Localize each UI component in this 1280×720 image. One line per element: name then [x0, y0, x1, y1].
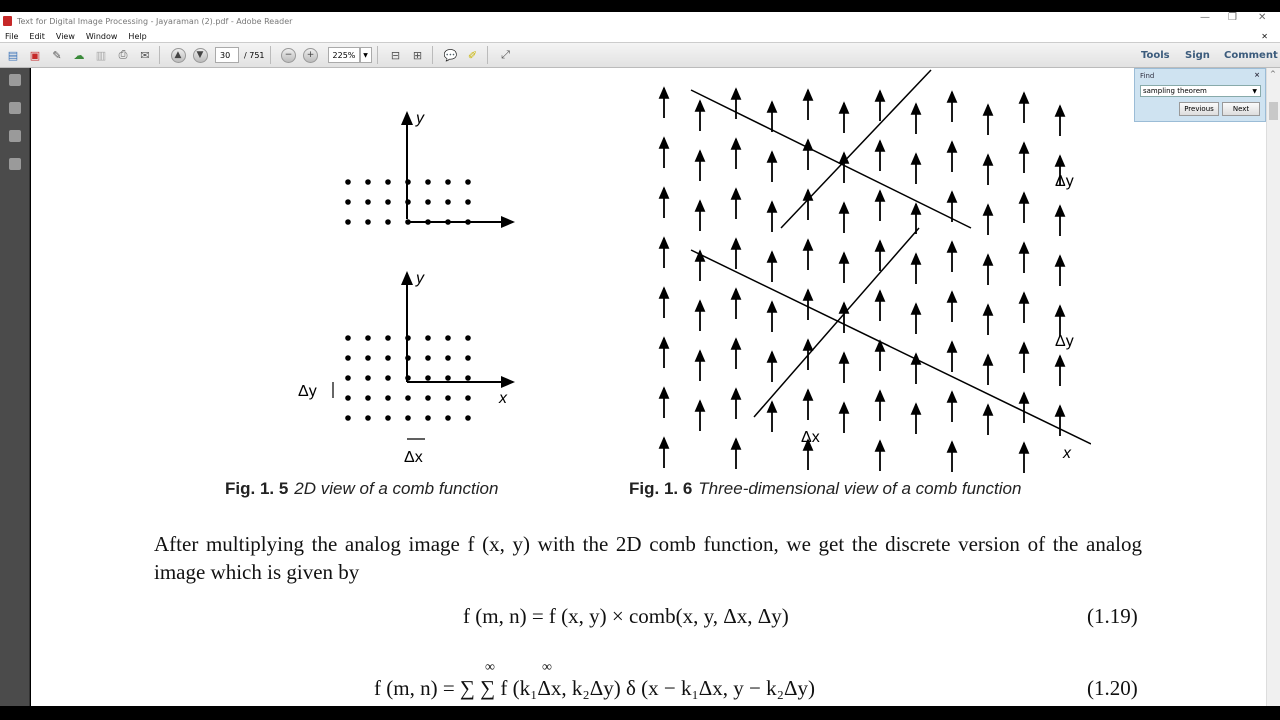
comb-dot: [365, 179, 371, 185]
comb-dot: [425, 355, 431, 361]
comb-dot: [445, 219, 451, 225]
comb-dot: [465, 395, 471, 401]
fig-1-6-caption: Fig. 1. 6 Three-dimensional view of a comb function: [629, 479, 1022, 498]
fit-width-icon[interactable]: ⊞: [412, 48, 423, 62]
comb-dot: [405, 355, 411, 361]
page-thumbnails-icon[interactable]: [9, 74, 21, 86]
sum-upper-limit-1: ∞: [485, 660, 495, 675]
cloud-upload-icon[interactable]: ☁: [73, 48, 85, 62]
comb-dot: [345, 199, 351, 205]
y-axis-label: y: [416, 110, 424, 127]
toolbar: [0, 42, 1280, 68]
comb-dot: [465, 219, 471, 225]
comb-dot: [425, 415, 431, 421]
sum-upper-limit-2: ∞: [542, 660, 552, 675]
comb-dot: [445, 395, 451, 401]
next-page-button[interactable]: ▼: [191, 46, 209, 64]
menu-file[interactable]: File: [5, 31, 19, 41]
sticky-note-icon[interactable]: 💬: [443, 48, 458, 62]
comb-dot: [385, 355, 391, 361]
comb-dot: [465, 355, 471, 361]
menu-view[interactable]: View: [55, 31, 75, 41]
document-page: [31, 68, 1266, 706]
find-next-button[interactable]: Next: [1222, 102, 1260, 116]
navigation-pane: [0, 68, 30, 706]
x-axis-label: x: [1063, 445, 1071, 462]
scroll-up-icon: ^: [1270, 70, 1276, 78]
comb-dot: [365, 199, 371, 205]
delta-y-label: Δy: [298, 383, 317, 400]
x-axis: [691, 250, 1091, 444]
comb-dot: [365, 219, 371, 225]
layers-icon[interactable]: [9, 158, 21, 170]
comb-dot: [405, 335, 411, 341]
zoom-in-button[interactable]: +: [302, 46, 320, 64]
comb-dot: [445, 375, 451, 381]
comb-dot: [345, 335, 351, 341]
comb-dot: [345, 179, 351, 185]
window-title: Text for Digital Image Processing - Jayaraman (2).pdf - Adobe Reader: [17, 16, 293, 26]
equation-1-19-number: (1.19): [1087, 604, 1138, 628]
comb-dot: [425, 335, 431, 341]
open-icon[interactable]: ▤: [7, 48, 19, 62]
minimize-button[interactable]: —: [1200, 12, 1210, 23]
comb-dot: [345, 375, 351, 381]
comb-dot: [445, 179, 451, 185]
menu-edit[interactable]: Edit: [29, 31, 45, 41]
comb-dot: [425, 375, 431, 381]
axis-line: [691, 90, 971, 228]
comb-dot: [405, 179, 411, 185]
comb-dot: [425, 179, 431, 185]
vertical-scrollbar[interactable]: [1266, 68, 1280, 706]
comb-dot: [445, 335, 451, 341]
comb-dot: [465, 375, 471, 381]
create-pdf-icon[interactable]: ▣: [29, 48, 41, 62]
comb-dot: [445, 199, 451, 205]
figure-1-5: [251, 98, 551, 498]
comb-dot: [445, 355, 451, 361]
comb-dot: [385, 415, 391, 421]
email-icon[interactable]: ✉: [140, 48, 150, 62]
save-icon[interactable]: ▥: [95, 48, 107, 62]
comb-dot: [465, 335, 471, 341]
comb-dot: [365, 415, 371, 421]
comb-dot: [365, 375, 371, 381]
find-previous-button[interactable]: Previous: [1179, 102, 1219, 116]
comb-dot: [365, 395, 371, 401]
figure-1-6: [621, 68, 1091, 478]
equation-1-20-number: (1.20): [1087, 676, 1138, 700]
comb-dot: [345, 395, 351, 401]
fit-page-icon[interactable]: ⊟: [390, 48, 401, 62]
y-axis-label: y: [416, 270, 424, 287]
page-number-input[interactable]: 30: [215, 47, 239, 63]
comb-dot: [425, 199, 431, 205]
fullscreen-icon[interactable]: ⤢: [501, 48, 510, 61]
comb-dot: [345, 415, 351, 421]
comb-dot: [385, 179, 391, 185]
page-total: / 751: [244, 50, 265, 60]
comb-dot: [385, 395, 391, 401]
find-close-icon[interactable]: ×: [1254, 71, 1260, 79]
menu-window[interactable]: Window: [85, 31, 118, 41]
comb-dot: [385, 375, 391, 381]
comb-dot: [405, 219, 411, 225]
comb-dot: [405, 415, 411, 421]
comb-dot: [385, 219, 391, 225]
find-panel: [1134, 68, 1266, 122]
comb-dot: [385, 335, 391, 341]
comb-dot: [465, 415, 471, 421]
restore-button[interactable]: ❐: [1228, 12, 1237, 23]
comb-dot: [345, 355, 351, 361]
equation-1-19: f (m, n) = f (x, y) × comb(x, y, Δx, Δy): [463, 604, 789, 628]
comb-dot: [445, 415, 451, 421]
zoom-out-button[interactable]: −: [280, 46, 298, 64]
comb-dot: [405, 199, 411, 205]
equation-1-20: f (m, n) = ∑ ∑ f (k₁Δx, k₂Δy) δ (x − k₁Δx, y − k₂Δy): [374, 676, 815, 700]
fig-1-5-caption: Fig. 1. 5 2D view of a comb function: [225, 479, 499, 498]
comb-dot: [365, 355, 371, 361]
x-axis-label: x: [499, 390, 507, 407]
axis-line: [754, 228, 919, 417]
comb-dot: [365, 335, 371, 341]
axis-line: [781, 70, 931, 228]
bookmarks-icon[interactable]: [9, 102, 21, 114]
close-document-icon[interactable]: ✕: [1261, 31, 1268, 41]
close-window-button[interactable]: ✕: [1258, 12, 1267, 23]
body-paragraph: After multiplying the analog image f (x, y) with the 2D comb function, we get the discrete version of the analog image which is given by: [154, 532, 1142, 584]
zoom-level-input[interactable]: 225%: [328, 47, 360, 63]
comb-dot: [425, 219, 431, 225]
comb-dot: [385, 199, 391, 205]
edit-icon[interactable]: ✎: [52, 48, 62, 62]
menu-help[interactable]: Help: [128, 31, 147, 41]
menu-bar: [0, 30, 1280, 42]
delta-x-label: Δx: [801, 429, 820, 446]
delta-y-label: Δy: [1055, 333, 1074, 350]
find-input[interactable]: sampling theorem ▼: [1140, 85, 1261, 97]
comb-dot: [465, 199, 471, 205]
delta-x-label: Δx: [404, 449, 423, 466]
previous-page-button[interactable]: ▲: [169, 46, 187, 64]
find-dropdown-icon: ▼: [1252, 88, 1257, 95]
find-label: Find: [1140, 72, 1155, 80]
comment-button[interactable]: Comment: [1224, 50, 1278, 61]
comb-dot: [425, 395, 431, 401]
comb-dot: [465, 179, 471, 185]
zoom-dropdown-icon[interactable]: ▼: [360, 47, 372, 63]
title-bar: [0, 12, 1280, 30]
highlight-icon[interactable]: ✐: [467, 48, 478, 62]
scrollbar-thumb[interactable]: [1269, 102, 1278, 120]
signatures-icon[interactable]: [9, 130, 21, 142]
comb-dot: [405, 395, 411, 401]
comb-dot: [345, 219, 351, 225]
tools-button[interactable]: Tools: [1141, 50, 1170, 61]
sign-button[interactable]: Sign: [1185, 50, 1210, 61]
comb-dot: [405, 375, 411, 381]
delta-y-label: Δy: [1055, 173, 1074, 190]
print-icon[interactable]: ⎙: [118, 48, 128, 61]
pdf-app-icon: [3, 16, 12, 26]
